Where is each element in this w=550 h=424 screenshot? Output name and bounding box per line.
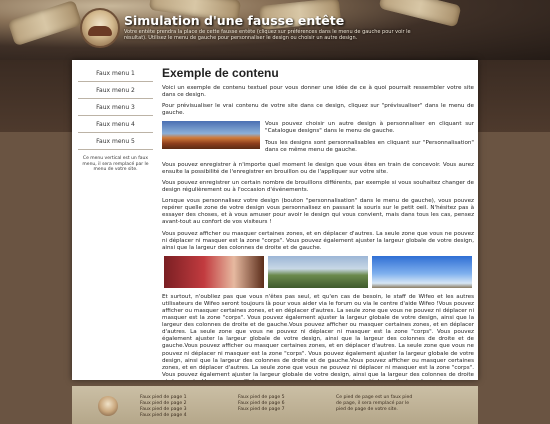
paragraph: Vous pouvez choisir un autre design à personnaliser en cliquant sur "Catalogue designs" dans le menu de gauche. xyxy=(265,121,474,135)
site-footer xyxy=(72,386,478,424)
footer-link[interactable]: Faux pied de page 3 xyxy=(140,407,187,412)
image-gallery xyxy=(162,256,474,288)
footer-column-1 xyxy=(140,395,187,419)
cork-decoration xyxy=(379,0,462,27)
sidebar-note: Ce menu vertical est un faux menu, il sera remplacé par le menu de votre site. xyxy=(82,156,149,172)
image-text-row xyxy=(162,121,474,157)
footer-link[interactable]: Faux pied de page 4 xyxy=(140,413,187,418)
paragraph: Et surtout, n'oubliez pas que vous n'êtes pas seul, et qu'en cas de besoin, le staff de Wifeo et les autres utilisateurs de Wifeo seront toujours là pour vous aider via le forum ou via le centre d'aide Wifeo !Vous pouvez afficher ou masquer certaines zones, et en déplacer d'autres. La seule zone que vous ne pouvez ni déplacer ni masquer est la zone "corps". Vous pouvez également ajuster la largeur globale de votre design, ainsi que la largeur des colonnes de droite et de gauche.Vous pouvez afficher ou masquer certaines zones, et en déplacer d'autres. La seule zone que vous ne pouvez ni déplacer ni masquer est la zone "corps". Vous pouvez également ajuster la largeur globale de votre design, ainsi que la largeur des colonnes de droite et de gauche.Vous pouvez afficher ou masquer certaines zones, et en déplacer d'autres. La seule zone que vous ne pouvez ni déplacer ni masquer est la zone "corps". Vous pouvez également ajuster la largeur globale de votre design, ainsi que la largeur des colonnes de droite et de gauche.Vous pouvez afficher ou masquer certaines zones, et en déplacer d'autres. La seule zone que vous ne pouvez ni déplacer ni masquer est la zone "corps". Vous pouvez également ajuster la largeur globale de votre design, ainsi que la largeur des colonnes de droite xyxy=(162,293,474,378)
sidebar-item-2[interactable]: Faux menu 2 xyxy=(78,83,153,99)
desert-image xyxy=(162,121,260,149)
sky-image xyxy=(372,256,472,288)
site-header xyxy=(0,0,550,60)
footer-link[interactable]: Faux pied de page 1 xyxy=(140,395,187,400)
site-title: Simulation d'une fausse entête xyxy=(124,13,345,28)
footer-logo-icon xyxy=(98,396,118,416)
footer-column-2 xyxy=(238,395,285,413)
page-title: Exemple de contenu xyxy=(162,66,279,80)
site-description: Votre entête prendra la place de cette fausse entête (cliquez sur préférences dans le menu de gauche pour voir le résultat). Utilisez le menu de gauche pour personnaliser le design ou choisir un autre design. xyxy=(124,29,411,41)
sidebar-item-3[interactable]: Faux menu 3 xyxy=(78,100,153,116)
road-image xyxy=(268,256,368,288)
sidebar-item-5[interactable]: Faux menu 5 xyxy=(78,134,153,150)
paragraph: Lorsque vous personnalisez votre design (bouton "personnalisation" dans le menu de gauche), vous pouvez repérer quelle zone de votre design vous personnalisez en passant la souris sur le petit oeil. N'hésitez pas à essayer des choses, et à vous amuser pour avoir le design qui vous convient, mais dans tous les cas, pensez avant-tout au confort de vos visiteurs ! xyxy=(162,198,474,226)
paragraph: Vous pouvez enregistrer un certain nombre de brouillons différents, par exemple si vous souhaitez changer de design régulièrement ou à l'occasion d'événements. xyxy=(162,179,474,194)
sidebar xyxy=(78,66,153,173)
paragraph: Pour prévisualiser le vrai contenu de votre site dans ce design, cliquez sur "prévisualiser" dans le menu de gauche. xyxy=(162,103,474,117)
footer-note: Ce pied de page est un faux pied de page, il sera remplacé par le pied de page de votre site. xyxy=(336,395,413,412)
footer-link[interactable]: Faux pied de page 7 xyxy=(238,407,285,412)
footer-link[interactable]: Faux pied de page 5 xyxy=(238,395,285,400)
wine-image xyxy=(164,256,264,288)
footer-link[interactable]: Faux pied de page 6 xyxy=(238,401,285,406)
footer-link[interactable]: Faux pied de page 2 xyxy=(140,401,187,406)
paragraph: Voici un exemple de contenu textuel pour vous donner une idée de ce à quoi pourrait ressembler votre site dans ce design. xyxy=(162,85,474,99)
paragraph: Vous pouvez afficher ou masquer certaines zones, et en déplacer d'autres. La seule zone que vous ne pouvez ni déplacer ni masquer est la zone "corps". Vous pouvez également ajuster la largeur globale de votre design, ainsi que la largeur des colonnes de droite et de gauche. xyxy=(162,230,474,251)
paragraph: Vous pouvez enregistrer à n'importe quel moment le design que vous êtes en train de concevoir. Vous aurez ensuite la possibilité de l'enregistrer en brouillon ou de l'appliquer sur votre site. xyxy=(162,161,474,175)
cork-decoration xyxy=(8,0,83,46)
page-container xyxy=(72,60,478,380)
sidebar-item-1[interactable]: Faux menu 1 xyxy=(78,66,153,82)
sidebar-item-4[interactable]: Faux menu 4 xyxy=(78,117,153,133)
logo-icon xyxy=(80,8,120,48)
main-content xyxy=(162,66,474,380)
paragraph: Tous les designs sont personnalisables en cliquant sur "Personnalisation" dans ce même menu de gauche. xyxy=(265,139,474,153)
